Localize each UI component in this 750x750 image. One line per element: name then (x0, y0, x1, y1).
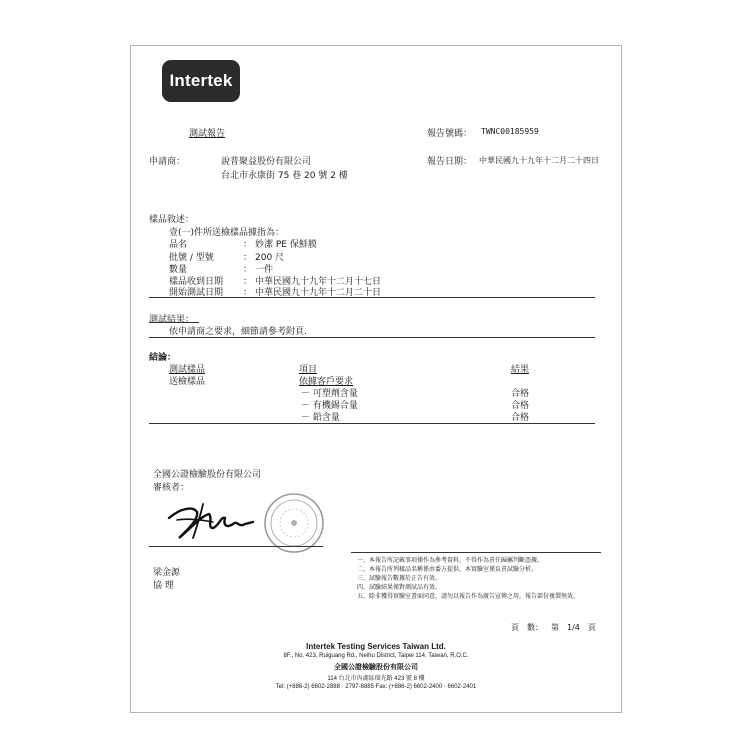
conclusion-heading: 結論： (149, 353, 177, 363)
footer-company-en: Intertek Testing Services Taiwan Ltd. (306, 642, 446, 651)
logo-text: Intertek (169, 71, 233, 90)
note-item: 一、本報告所記載事項僅作為參考資料，不得作為責任歸屬判斷憑據。 (357, 557, 544, 564)
note-item: 四、試驗結果僅對測試品有效。 (357, 584, 442, 591)
results-text: 依申請商之要求，細節請參考附頁. (169, 327, 307, 337)
applicant-address: 台北市永康街 75 巷 20 號 2 樓 (221, 171, 348, 181)
page-count-value: 第 1/4 頁 (551, 623, 596, 632)
sample-heading: 樣品敘述： (149, 215, 195, 225)
signature-line (149, 546, 323, 547)
divider-line (149, 322, 199, 323)
sample-row-colon: ： (243, 253, 253, 263)
footer-address-en: 8F., No. 423, Ruiguang Rd., Neihu District, Taipei 114, Taiwan, R.O.C. (283, 653, 469, 659)
sample-row-label: 品名 (169, 240, 188, 250)
test-item: － 鉛含量 (301, 413, 340, 423)
sample-row-colon: ： (243, 240, 253, 250)
report-no-label: 報告號碼： (427, 129, 473, 139)
sample-row-value: 中華民國九十九年十二月十七日 (255, 277, 382, 287)
page-count-label: 頁 數： (511, 623, 543, 632)
col-sample-header: 測試樣品 (169, 365, 206, 375)
report-date: 中華民國九十九年十二月二十四日 (479, 156, 599, 165)
report-title: 測試報告 (189, 129, 226, 139)
col-item-header: 項目 (299, 365, 318, 375)
sample-row-value: 妙潔 PE 保鮮膜 (255, 240, 317, 250)
report-page (130, 45, 622, 713)
test-item: － 可塑劑含量 (301, 389, 358, 399)
intertek-logo (162, 60, 240, 102)
footer-address-zh: 114 台北市內湖區瑞光路 423 號 8 樓 (327, 676, 425, 682)
sample-value: 送檢樣品 (169, 377, 206, 387)
sample-row-colon: ： (243, 265, 253, 275)
requirement-text: 依據客戶要求 (299, 377, 354, 387)
divider-line (149, 423, 595, 424)
notes-line (351, 552, 601, 553)
handwritten-signature (163, 498, 258, 546)
test-result: 合格 (511, 413, 530, 423)
sample-row-label: 開始測試日期 (169, 288, 224, 298)
note-item: 二、本報告所列樣品名稱係由委方提供，本實驗室僅負責試驗分析。 (357, 566, 538, 573)
applicant-name: 說普聚益股份有限公司 (221, 157, 312, 167)
applicant-label: 申請商： (149, 157, 186, 167)
signoff-company: 全國公證檢驗股份有限公司 (153, 470, 262, 480)
sample-row-colon: ： (243, 277, 253, 287)
signer-name: 梁金源 (153, 568, 181, 578)
footer-phones: Tel: (+886-2) 6602-2888 · 2797-8885 Fax: (+886-2) 6602-2400 · 6602-2401 (275, 684, 477, 690)
sample-row-value: 一件 (255, 265, 274, 275)
signer-title: 協 理 (153, 581, 174, 591)
report-date-label: 報告日期： (427, 157, 473, 167)
sample-row-value: 200 尺 (255, 253, 285, 263)
sample-row-label: 樣品收到日期 (169, 277, 224, 287)
test-item: － 有機錫合量 (301, 401, 358, 411)
sample-row-colon: ： (243, 288, 253, 298)
results-heading: 測試結果： (149, 315, 195, 325)
report-no: TWNC00185959 (481, 127, 539, 136)
divider-line (149, 337, 595, 338)
reviewer-label: 審核者： (153, 483, 190, 493)
footer-company-zh: 全國公證檢驗股份有限公司 (334, 664, 418, 671)
note-item: 五、除非獲得實驗室書面同意，請勿以報告作為廣告宣傳之用，報告部份複製無效。 (357, 593, 580, 600)
test-result: 合格 (511, 389, 530, 399)
col-result-header: 結果 (511, 365, 530, 375)
test-result: 合格 (511, 401, 530, 411)
note-item: 三、試驗報告數據於正告有效。 (357, 575, 442, 582)
company-seal (263, 492, 325, 554)
sample-row-label: 數量 (169, 265, 188, 275)
sample-row-value: 中華民國九十九年十二月二十日 (255, 288, 382, 298)
divider-line (149, 297, 595, 298)
sample-intro: 壹(一)件所送檢樣品據指為： (169, 228, 285, 238)
sample-row-label: 批號 / 型號 (169, 253, 214, 263)
